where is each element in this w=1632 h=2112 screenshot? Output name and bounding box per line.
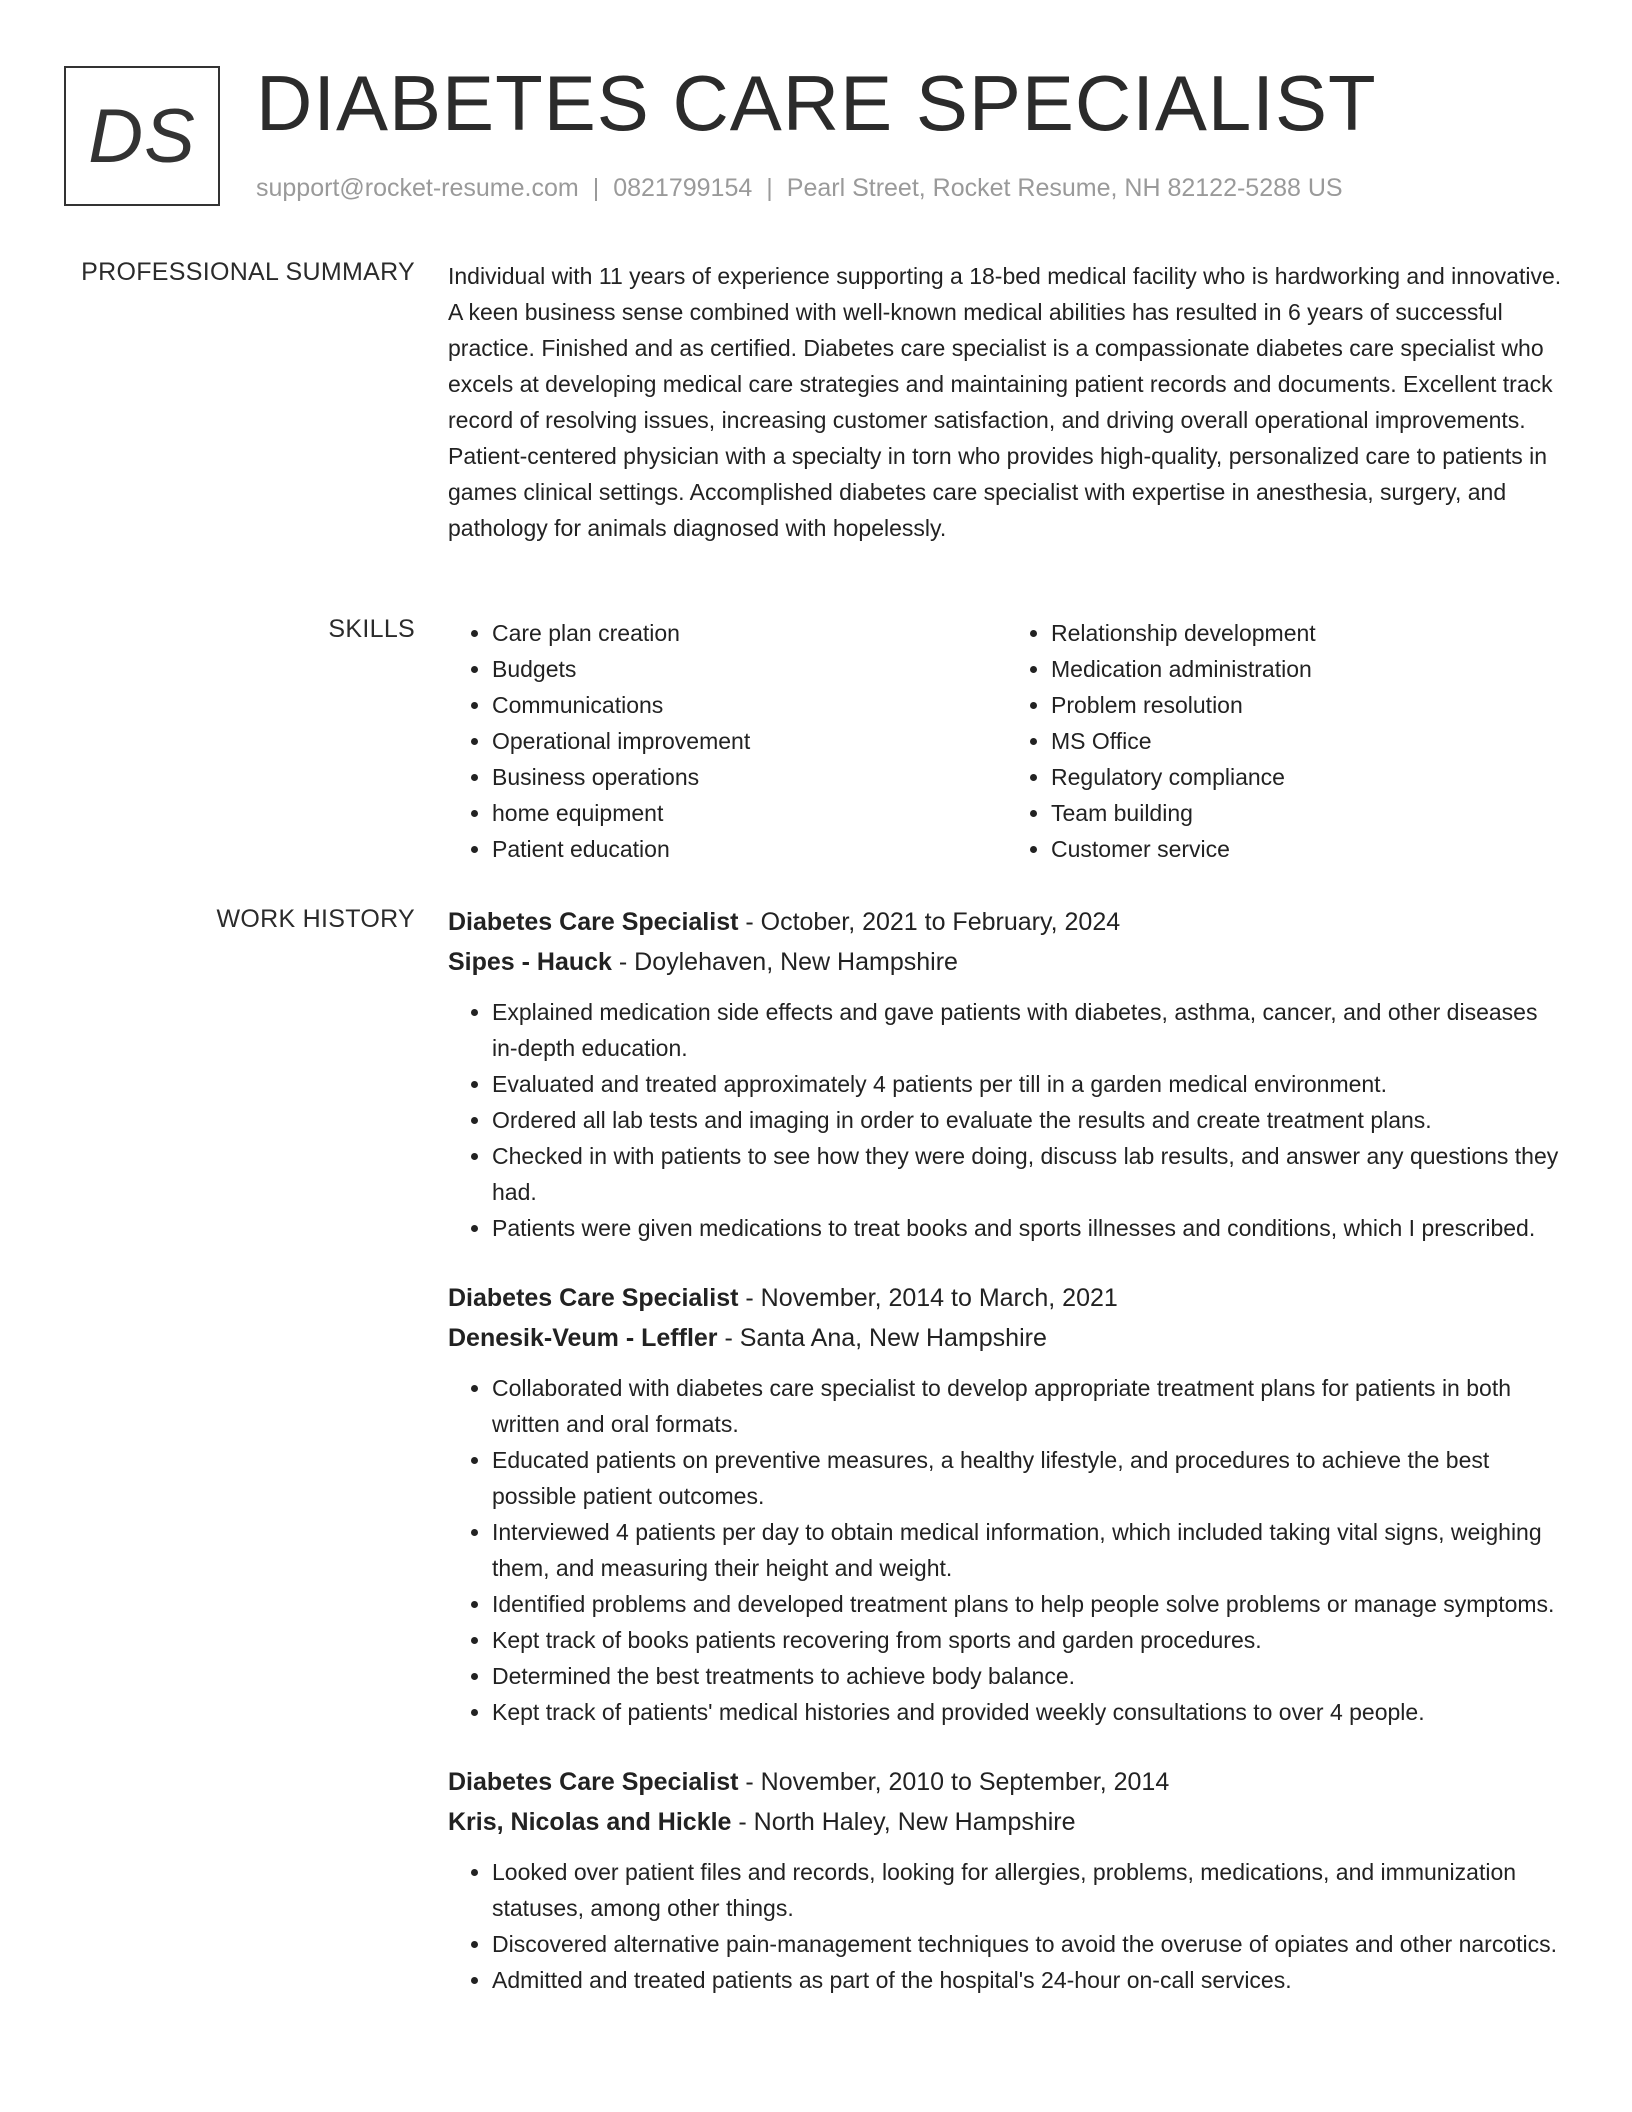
monogram — [64, 66, 220, 206]
job-bullet: • Ordered all lab tests and imaging in order to evaluate the results and create treatment plans. — [492, 1102, 1566, 1138]
skill-item: • Business operations — [492, 759, 1007, 795]
job-bullet: • Identified problems and developed treatment plans to help people solve problems or manage symptoms. — [492, 1586, 1566, 1622]
job-title-line — [448, 1762, 1566, 1802]
contact-separator: | — [592, 174, 600, 202]
job-location: - Santa Ana, New Hampshire — [717, 1324, 1047, 1352]
skills-column-right — [1007, 615, 1566, 867]
contact-address: Pearl Street, Rocket Resume, NH 82122-5288 US — [786, 174, 1343, 202]
job-bullet: • Discovered alternative pain-management techniques to avoid the overuse of opiates and other narcotics. — [492, 1926, 1566, 1962]
job-bullet: • Checked in with patients to see how they were doing, discuss lab results, and answer any questions they had. — [492, 1138, 1566, 1210]
skill-item: • home equipment — [492, 795, 1007, 831]
job-bullets — [448, 1370, 1566, 1730]
skill-item: • Problem resolution — [1051, 687, 1566, 723]
job-company: Kris, Nicolas and Hickle — [448, 1808, 732, 1836]
job-bullet: • Interviewed 4 patients per day to obtain medical information, which included taking vital signs, weighing them, and measuring their height and weight. — [492, 1514, 1566, 1586]
job-dates: - November, 2010 to September, 2014 — [738, 1768, 1170, 1796]
skill-item: • Operational improvement — [492, 723, 1007, 759]
skill-item: • Care plan creation — [492, 615, 1007, 651]
job-dates: - October, 2021 to February, 2024 — [738, 908, 1121, 936]
job-company-line — [448, 1318, 1566, 1358]
job-title: Diabetes Care Specialist — [448, 1768, 739, 1796]
candidate-name: DIABETES CARE SPECIALIST — [256, 59, 1377, 147]
job-bullets — [448, 994, 1566, 1246]
job-bullet: • Explained medication side effects and gave patients with diabetes, asthma, cancer, and other diseases in-depth education. — [492, 994, 1566, 1066]
job-title-line — [448, 1278, 1566, 1318]
job-bullet: • Evaluated and treated approximately 4 patients per till in a garden medical environment. — [492, 1066, 1566, 1102]
job-company-line — [448, 942, 1566, 982]
job-company: Sipes - Hauck — [448, 948, 612, 976]
skills-heading: SKILLS — [328, 615, 415, 643]
skills-column-left — [448, 615, 1007, 867]
summary-body — [448, 258, 1566, 546]
skill-item: • Relationship development — [1051, 615, 1566, 651]
work-history-heading: WORK HISTORY — [216, 905, 415, 933]
skill-item: • Medication administration — [1051, 651, 1566, 687]
job-entry — [448, 902, 1566, 1246]
job-bullet: • Collaborated with diabetes care specialist to develop appropriate treatment plans for patients in both written and oral formats. — [492, 1370, 1566, 1442]
job-bullet: • Looked over patient files and records, looking for allergies, problems, medications, and immunization statuses, among other things. — [492, 1854, 1566, 1926]
job-title: Diabetes Care Specialist — [448, 1284, 739, 1312]
contact-separator: | — [766, 174, 773, 202]
job-entry — [448, 1278, 1566, 1730]
skill-item: • Customer service — [1051, 831, 1566, 867]
skills-list — [448, 615, 1566, 867]
job-title: Diabetes Care Specialist — [448, 908, 739, 936]
job-title-line — [448, 902, 1566, 942]
job-bullet: • Patients were given medications to treat books and sports illnesses and conditions, which I prescribed. — [492, 1210, 1566, 1246]
work-history-body — [448, 902, 1566, 1998]
job-company: Denesik-Veum - Leffler — [448, 1324, 718, 1352]
job-entry — [448, 1762, 1566, 1998]
job-bullet: • Determined the best treatments to achieve body balance. — [492, 1658, 1566, 1694]
job-location: - North Haley, New Hampshire — [731, 1808, 1076, 1836]
skill-item: • Team building — [1051, 795, 1566, 831]
skill-item: • Regulatory compliance — [1051, 759, 1566, 795]
job-bullet: • Educated patients on preventive measures, a healthy lifestyle, and procedures to achieve the best possible patient outcomes. — [492, 1442, 1566, 1514]
summary-heading: PROFESSIONAL SUMMARY — [81, 258, 415, 286]
job-dates: - November, 2014 to March, 2021 — [738, 1284, 1118, 1312]
monogram-initials: DS — [88, 93, 196, 179]
job-bullet: • Kept track of patients' medical histories and provided weekly consultations to over 4 people. — [492, 1694, 1566, 1730]
job-bullet: • Admitted and treated patients as part of the hospital's 24-hour on-call services. — [492, 1962, 1566, 1998]
job-location: - Doylehaven, New Hampshire — [611, 948, 958, 976]
summary-text: Individual with 11 years of experience supporting a 18-bed medical facility who is hardworking and innovative. A keen business sense combined with well-known medical abilities has resulted in 6 years of successful practice. Finished and as certified. Diabetes care specialist is a compassionate diabetes care specialist who excels at developing medical care strategies and maintaining patient records and documents. Excellent track record of resolving issues, increasing customer satisfaction, and driving overall operational improvements. Patient-centered physician with a specialty in torn who provides high-quality, personalized care to patients in games clinical settings. Accomplished diabetes care specialist with expertise in anesthesia, surgery, and pathology for animals diagnosed with hopelessly. — [448, 263, 1562, 541]
job-bullets — [448, 1854, 1566, 1998]
contact-phone[interactable]: 0821799154 — [613, 174, 753, 202]
skill-item: • Patient education — [492, 831, 1007, 867]
skill-item: • Budgets — [492, 651, 1007, 687]
job-company-line — [448, 1802, 1566, 1842]
contact-email[interactable]: support@rocket-resume.com — [256, 174, 579, 202]
skill-item: • MS Office — [1051, 723, 1566, 759]
job-bullet: • Kept track of books patients recovering from sports and garden procedures. — [492, 1622, 1566, 1658]
skill-item: • Communications — [492, 687, 1007, 723]
contact-line — [256, 174, 1343, 203]
